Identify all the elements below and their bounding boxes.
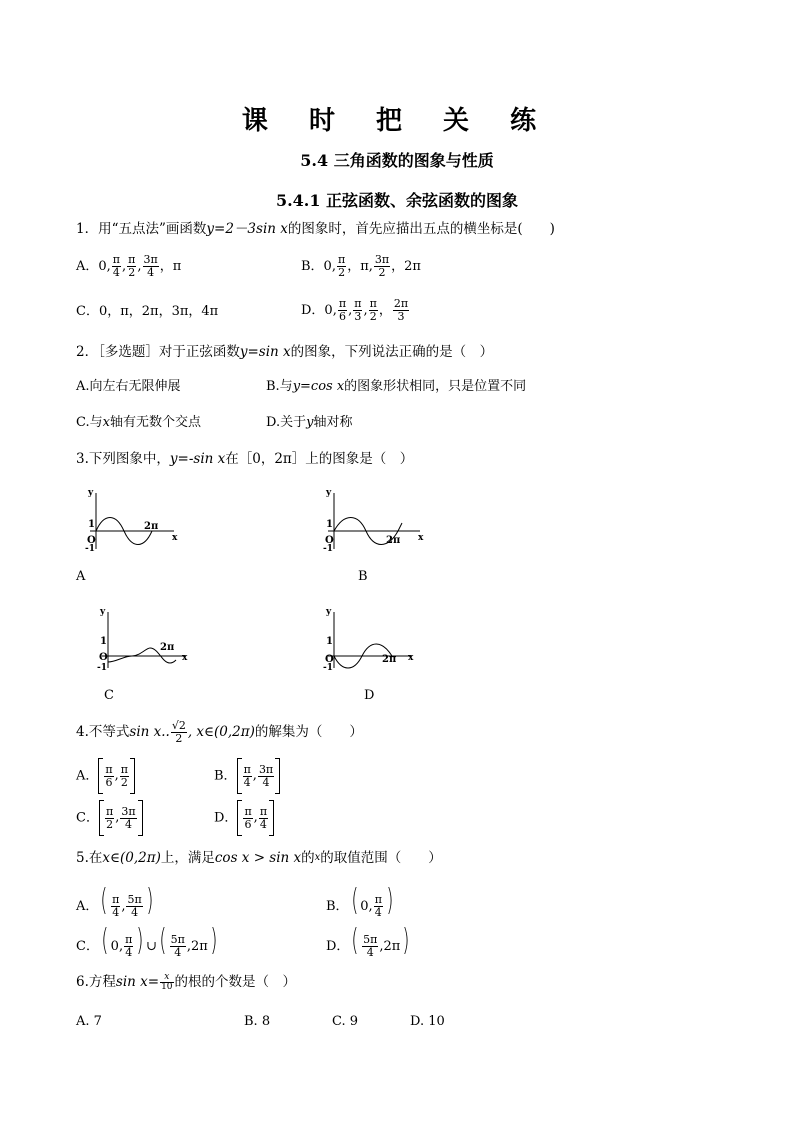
question-5-stem: 5.在x∈(0,2π)上，满足cos x > sin x的$^x$的取值范围（ ） bbox=[76, 850, 442, 866]
x-tick-label: 2π bbox=[160, 642, 175, 653]
question-5-option-d[interactable]: D．( $\frac{5\pi}{4}$ ,2π) bbox=[326, 923, 410, 959]
question-6-stem: 6.方程sin x= $\frac{x}{10}$ 的根的个数是（ ） bbox=[76, 972, 297, 992]
x-axis-label: x bbox=[182, 653, 188, 663]
page-title: 课 时 把 关 练 bbox=[241, 106, 553, 136]
question-1-option-c[interactable]: C．0，π，2π，3π，4π bbox=[76, 304, 219, 319]
x-axis-label: x bbox=[408, 653, 414, 663]
y-tick-label: 1 bbox=[326, 519, 333, 530]
question-1-option-d[interactable]: D．0, $\frac{\pi}{6}$ , $\frac{\pi}{3}$ , $\frac{\pi}{2}$ ， $\frac{2\pi}{3}$ bbox=[301, 297, 409, 323]
graph-b[interactable] bbox=[320, 485, 430, 551]
question-4-option-b[interactable]: B． $\frac{\pi}{4}$ , $\frac{3\pi}{4}$ bbox=[214, 758, 280, 794]
origin-label: O bbox=[87, 535, 96, 546]
y-tick-label: 1 bbox=[100, 636, 107, 647]
graph-c[interactable] bbox=[94, 604, 194, 670]
question-6-option-a[interactable]: A. 7 bbox=[76, 1014, 102, 1029]
question-1-stem: 1．用“五点法”画函数y=2－3sin x的图象时，首先应描出五点的横坐标是( ) bbox=[76, 221, 555, 237]
neg-tick-label: -1 bbox=[97, 663, 107, 670]
question-5-option-b[interactable]: B．( 0, $\frac{\pi}{4}$ ) bbox=[326, 883, 394, 919]
question-4-option-c[interactable]: C． $\frac{\pi}{2}$ , $\frac{3\pi}{4}$ bbox=[76, 800, 143, 836]
y-axis-label: y bbox=[88, 488, 94, 498]
graph-d[interactable] bbox=[320, 604, 420, 670]
question-2-option-a[interactable]: A.向左右无限伸展 bbox=[76, 379, 181, 394]
neg-tick-label: -1 bbox=[323, 544, 333, 551]
question-6-option-d[interactable]: D. 10 bbox=[410, 1014, 445, 1029]
section-title: 5.4 三角函数的图象与性质 bbox=[300, 151, 494, 170]
origin-label: O bbox=[325, 654, 334, 665]
neg-tick-label: -1 bbox=[323, 663, 333, 670]
question-5-option-a[interactable]: A．( $\frac{\pi}{4}$ , $\frac{5\pi}{4}$ ) bbox=[76, 883, 154, 919]
x-axis-label: x bbox=[172, 533, 178, 543]
y-tick-label: 1 bbox=[326, 636, 333, 647]
origin-label: O bbox=[99, 652, 108, 663]
y-axis-label: y bbox=[100, 607, 106, 617]
y-axis-label: y bbox=[326, 607, 332, 617]
question-4-option-d[interactable]: D． $\frac{\pi}{6}$ , $\frac{\pi}{4}$ bbox=[214, 800, 274, 836]
question-6-option-b[interactable]: B. 8 bbox=[244, 1014, 271, 1029]
graph-b-label: B bbox=[358, 569, 368, 584]
x-tick-label: 2π bbox=[386, 535, 401, 546]
question-6-option-c[interactable]: C. 9 bbox=[332, 1014, 359, 1029]
question-4-stem: 4.不等式sin x.. $\frac{√2}{2}$ , x∈(0,2π)的解集为（ ） bbox=[76, 719, 363, 745]
question-5-option-c[interactable]: C．( 0, $\frac{\pi}{4}$ ) ∪( $\frac{5\pi}{4}$ ,2π) bbox=[76, 923, 218, 959]
graph-c-label: C bbox=[104, 688, 114, 703]
x-axis-label: x bbox=[418, 533, 424, 543]
y-axis-label: y bbox=[326, 488, 332, 498]
question-2-option-c[interactable]: C.与x轴有无数个交点 bbox=[76, 415, 201, 430]
question-2-stem: 2．［多选题］对于正弦函数y=sin x的图象，下列说法正确的是（ ） bbox=[76, 344, 494, 360]
x-tick-label: 2π bbox=[382, 654, 397, 665]
question-3-stem: 3.下列图象中，y=-sin x在［0，2π］上的图象是（ ） bbox=[76, 451, 414, 467]
graph-a[interactable] bbox=[82, 485, 182, 551]
origin-label: O bbox=[325, 535, 334, 546]
x-tick-label: 2π bbox=[144, 521, 159, 532]
question-4-option-a[interactable]: A． $\frac{\pi}{6}$ , $\frac{\pi}{2}$ bbox=[76, 758, 135, 794]
question-1-option-a[interactable]: A．0, $\frac{\pi}{4}$ , $\frac{\pi}{2}$ , $\frac{3\pi}{4}$ ，π bbox=[76, 253, 182, 279]
neg-tick-label: -1 bbox=[85, 544, 95, 551]
y-tick-label: 1 bbox=[88, 519, 95, 530]
question-1-option-b[interactable]: B．0, $\frac{\pi}{2}$ ，π, $\frac{3\pi}{2}$ ，2π bbox=[301, 253, 421, 279]
question-2-option-b[interactable]: B.与y=cos x的图象形状相同，只是位置不同 bbox=[266, 379, 527, 394]
question-2-option-d[interactable]: D.关于y轴对称 bbox=[266, 415, 353, 430]
graph-a-label: A bbox=[76, 569, 86, 584]
graph-d-label: D bbox=[364, 688, 375, 703]
subsection-title: 5.4.1 正弦函数、余弦函数的图象 bbox=[275, 191, 519, 210]
